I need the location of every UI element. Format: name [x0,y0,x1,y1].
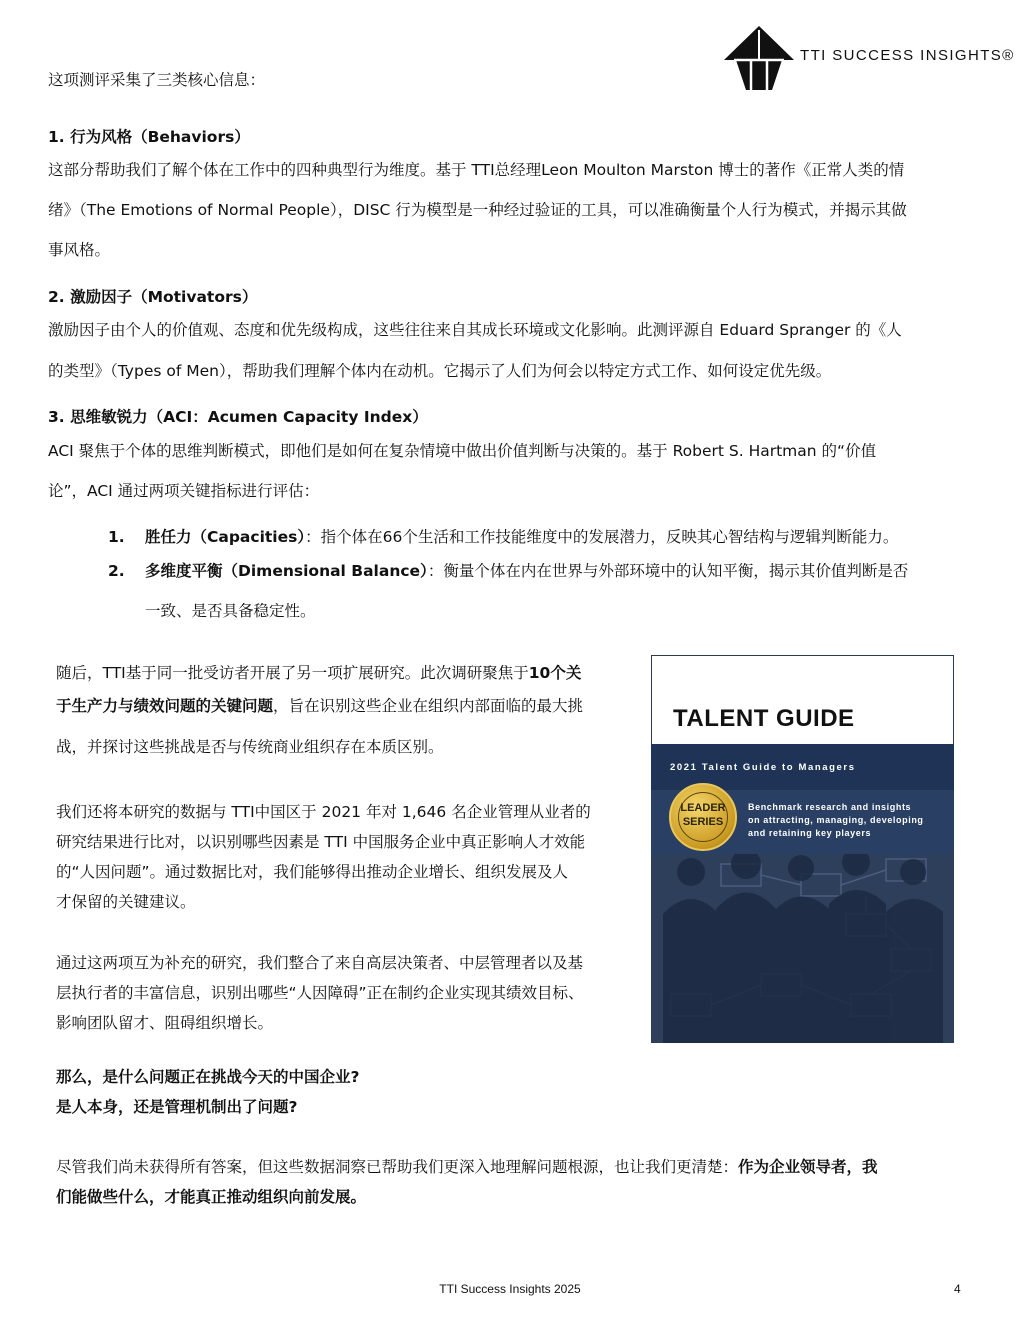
cover-desc-line: on attracting, managing, developing [748,815,924,825]
section-heading-motivators: 2. 激励因子（Motivators） [48,288,258,306]
list-item [145,561,908,581]
section-text-line: 论”，ACI 通过两项关键指标进行评估： [48,482,320,500]
logo-text: TTI SUCCESS INSIGHTS® [800,47,1015,64]
page-number: 4 [954,1282,961,1296]
list-number: 1. [108,528,125,546]
body-paragraph-line: 我们还将本研究的数据与 TTI中国区于 2021 年对 1,646 名企业管理从业者的 [56,803,591,821]
list-item-text: ：指个体在66个生活和工作技能维度中的发展潜力，反映其心智结构与逻辑判断能力。 [305,528,899,546]
badge-line: LEADER [680,802,726,814]
list-item-continuation: 一致、是否具备稳定性。 [145,602,316,620]
logo-mark-icon [722,24,796,92]
list-item [145,527,898,547]
cover-desc-line: and retaining key players [748,828,872,838]
section-text-line: ACI 聚焦于个体的思维判断模式，即他们是如何在复杂情境中做出价值判断与决策的。基于 Robert S. Hartman 的“价值 [48,442,877,460]
section-text-line: 的类型》（Types of Men），帮助我们理解个体内在动机。它揭示了人们为何会以特定方式工作、如何设定优先级。 [48,362,832,380]
body-paragraph-line: 层执行者的丰富信息，识别出哪些“人因障碍”正在制约企业实现其绩效目标、 [56,984,584,1002]
list-number: 2. [108,562,125,580]
section-heading-behaviors: 1. 行为风格（Behaviors） [48,128,250,146]
body-paragraph-line: 的“人因问题”。通过数据比对，我们能够得出推动企业增长、组织发展及人 [56,863,569,881]
cover-description [748,801,938,840]
text-run: 尽管我们尚未获得所有答案，但这些数据洞察已帮助我们更深入地理解问题根源，也让我们更清楚： [56,1158,739,1176]
text-run-bold: 于生产力与绩效问题的关键问题 [56,697,274,715]
list-item-text: ：衡量个体在内在世界与外部环境中的认知平衡，揭示其价值判断是否 [427,562,909,580]
section-heading-aci: 3. 思维敏锐力（ACI：Acumen Capacity Index） [48,408,428,426]
body-paragraph-line: 战，并探讨这些挑战是否与传统商业组织存在本质区别。 [56,738,444,756]
leader-series-badge-icon [669,783,737,851]
cover-title: TALENT GUIDE [673,705,855,732]
text-run-bold: 作为企业领导者，我 [738,1158,878,1176]
list-item-term: 多维度平衡（Dimensional Balance） [145,562,428,580]
text-run: 随后，TTI基于同一批受访者开展了另一项扩展研究。此次调研聚焦于 [56,664,529,682]
body-paragraph-line: 通过这两项互为补充的研究，我们整合了来自高层决策者、中层管理者以及基 [56,954,584,972]
body-paragraph-line [56,663,581,683]
section-text-line: 这部分帮助我们了解个体在工作中的四种典型行为维度。基于 TTI总经理Leon Moulton Marston 博士的著作《正常人类的情 [48,161,905,179]
page-footer: TTI Success Insights 2025 [439,1282,581,1296]
body-paragraph-line: 才保留的关键建议。 [56,893,196,911]
body-paragraph-line: 研究结果进行比对，以识别哪些因素是 TTI 中国服务企业中真正影响人才效能 [56,833,586,851]
section-text-line: 激励因子由个人的价值观、态度和优先级构成，这些往往来自其成长环境或文化影响。此测评源自 Eduard Spranger 的《人 [48,321,902,339]
closing-line [56,1157,878,1177]
cover-desc-line: Benchmark research and insights [748,802,912,812]
text-run-bold: 10个关 [528,664,582,682]
section-text-line: 绪》（The Emotions of Normal People），DISC 行为模型是一种经过验证的工具，可以准确衡量个人行为模式，并揭示其做 [48,201,907,219]
text-run: ，旨在识别这些企业在组织内部面临的最大挑 [273,697,584,715]
question-line: 那么，是什么问题正在挑战今天的中国企业? [56,1068,360,1086]
intro-text: 这项测评采集了三类核心信息： [48,71,266,89]
body-paragraph-line: 影响团队留才、阻碍组织增长。 [56,1014,274,1032]
section-text-line: 事风格。 [48,241,111,259]
question-line: 是人本身，还是管理机制出了问题? [56,1098,298,1116]
list-item-term: 胜任力（Capacities） [145,528,306,546]
closing-line: 们能做些什么，才能真正推动组织向前发展。 [56,1188,367,1206]
talent-guide-cover-image [651,655,954,1043]
cover-subtitle: 2021 Talent Guide to Managers [670,762,856,773]
body-paragraph-line [56,696,583,716]
badge-line: SERIES [682,816,724,828]
silhouettes-illustration [651,854,954,1043]
